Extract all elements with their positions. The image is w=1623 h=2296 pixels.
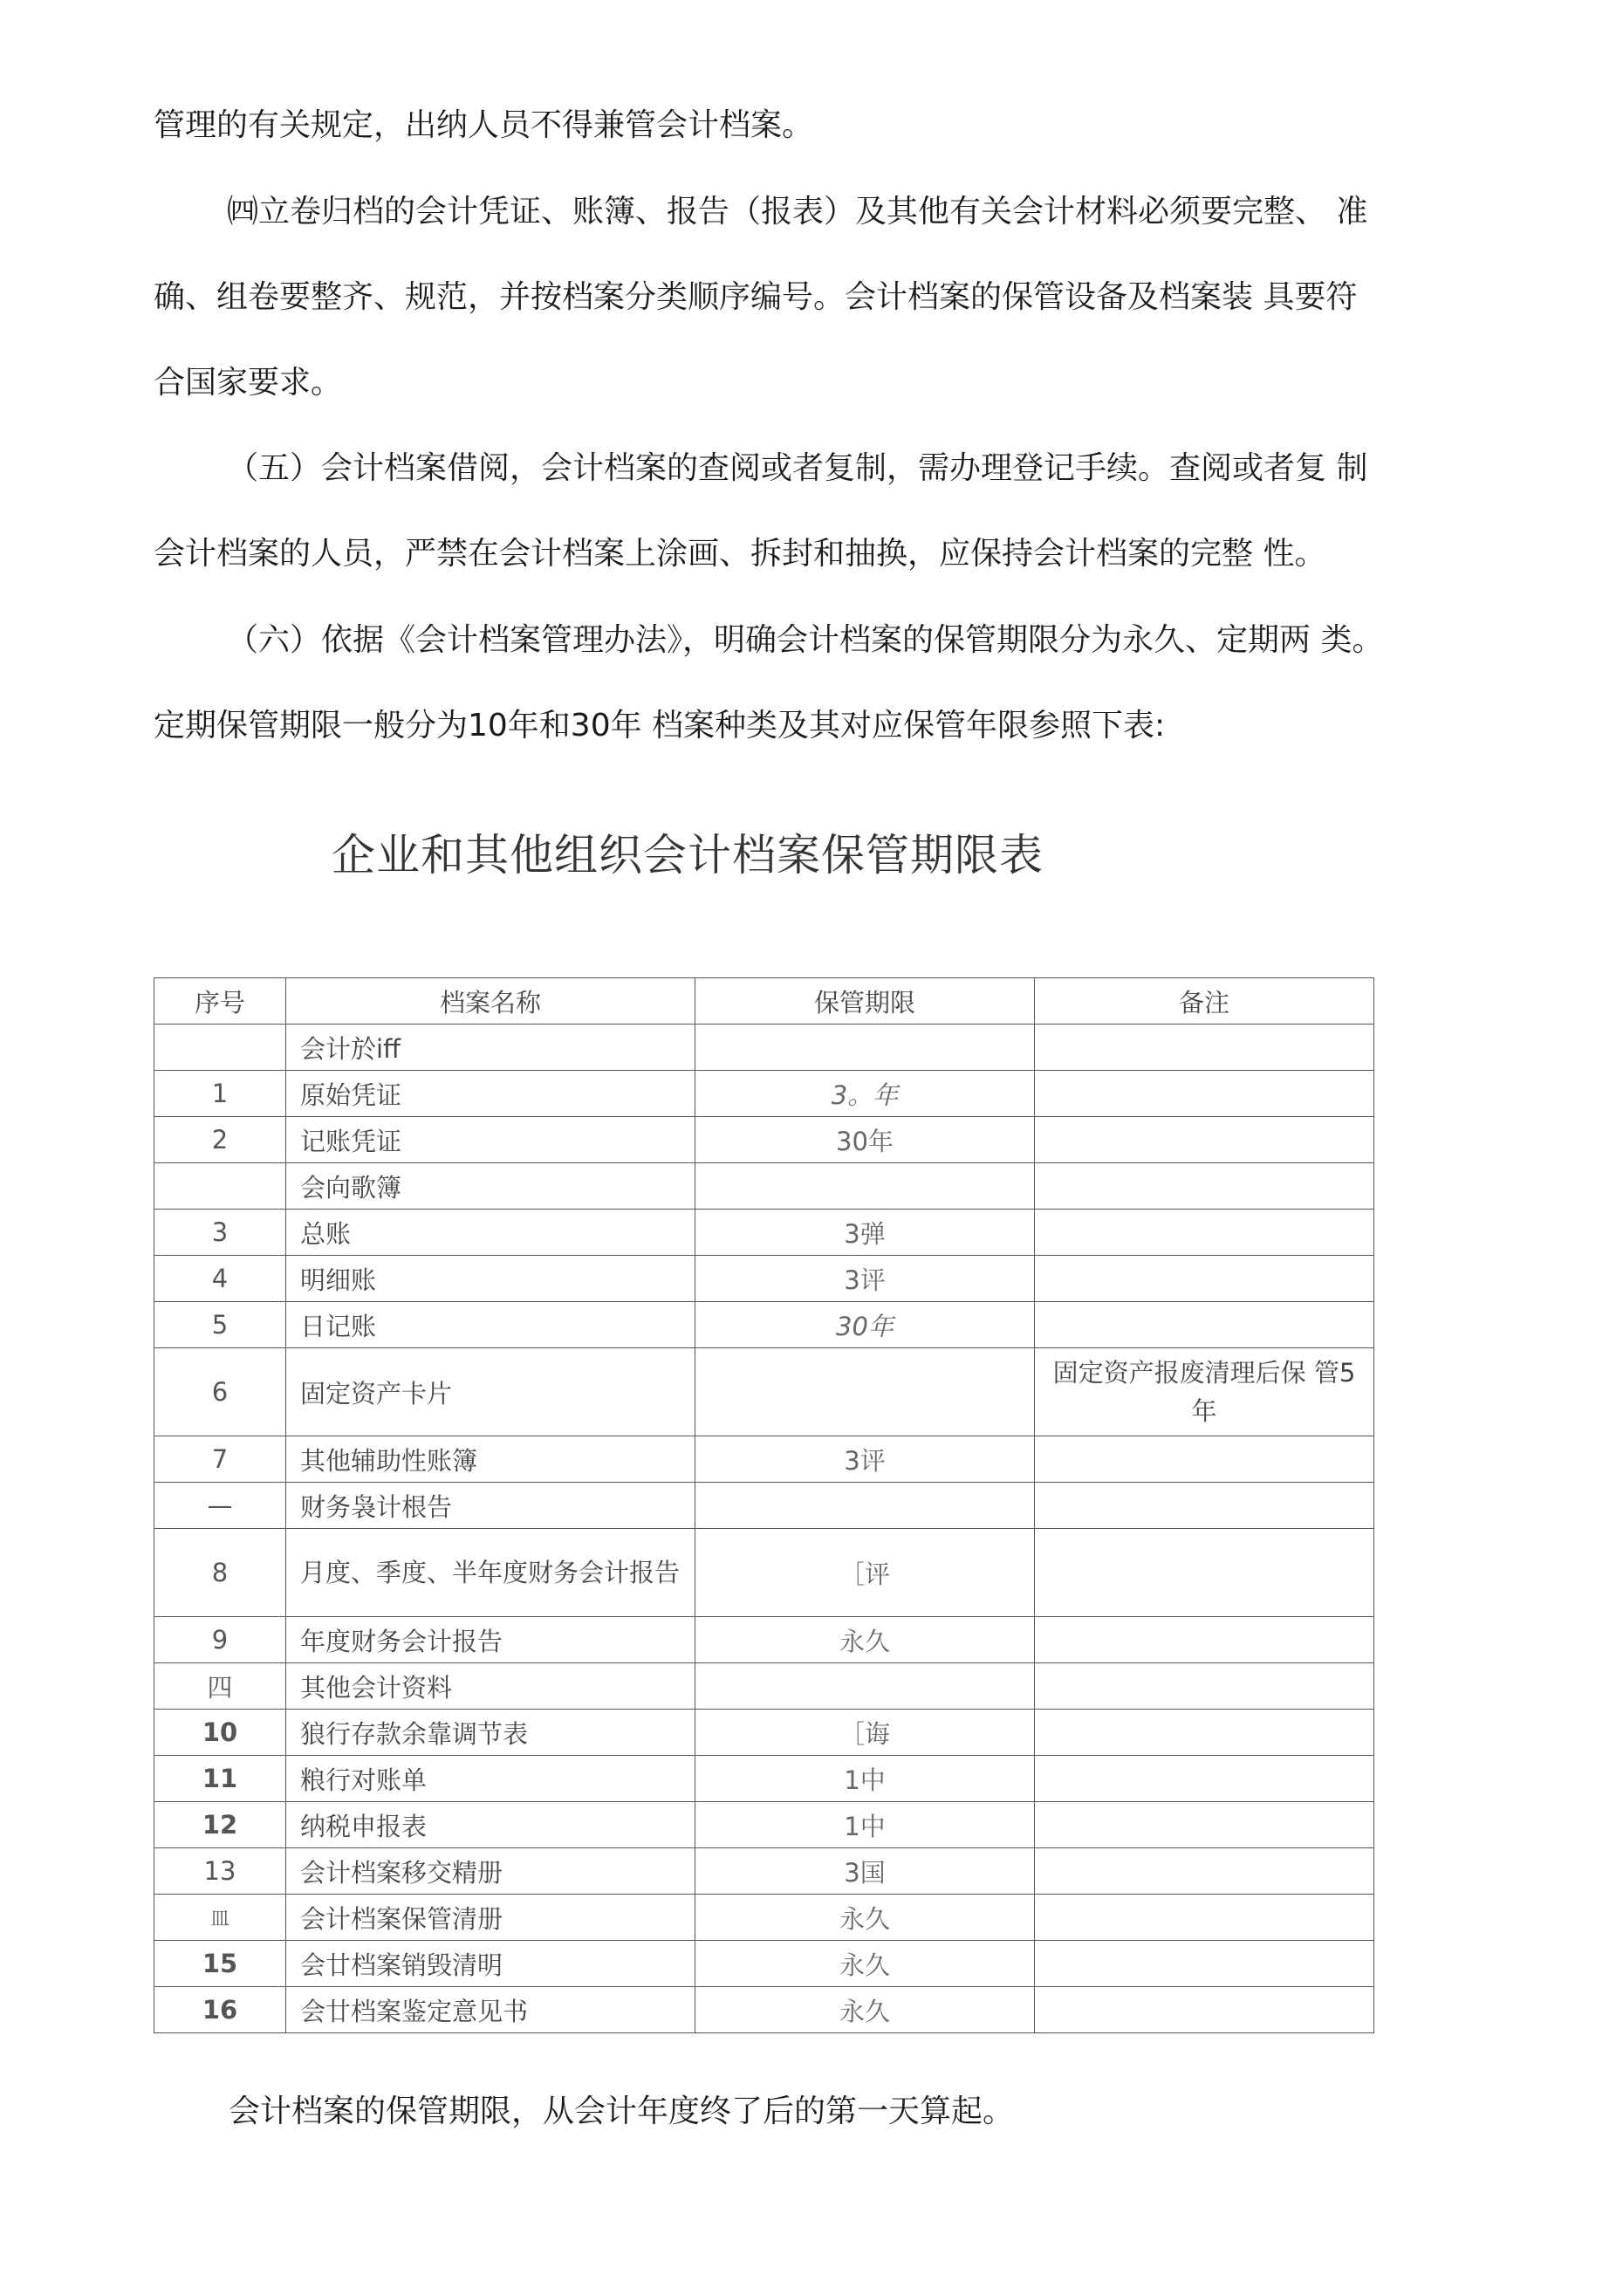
cell-name: 狼行存款余靠调节表 <box>286 1710 695 1756</box>
cell-period: 永久 <box>695 1987 1035 2033</box>
cell-name: 会计档案移交精册 <box>286 1848 695 1895</box>
cell-period: 3评 <box>695 1436 1035 1483</box>
cell-name: 日记账 <box>286 1302 695 1348</box>
cell-note <box>1035 1941 1374 1987</box>
cell-no: 9 <box>154 1617 286 1663</box>
cell-name: 财务袅计根告 <box>286 1483 695 1529</box>
table-title: 企业和其他组织会计档案保管期限表 <box>332 830 1044 881</box>
cell-period <box>695 1663 1035 1710</box>
cell-note: 固定资产报废清理后保 管5年 <box>1035 1348 1374 1436</box>
cell-no: 1 <box>154 1071 286 1117</box>
table-row <box>154 1348 1374 1436</box>
cell-note <box>1035 1117 1374 1163</box>
cell-note <box>1035 1071 1374 1117</box>
cell-name: 总账 <box>286 1210 695 1256</box>
table-row <box>154 1710 1374 1756</box>
table-row <box>154 1117 1374 1163</box>
cell-note <box>1035 1895 1374 1941</box>
table-row <box>154 1436 1374 1483</box>
cell-note <box>1035 1483 1374 1529</box>
cell-note <box>1035 1256 1374 1302</box>
cell-name: 年度财务会计报告 <box>286 1617 695 1663</box>
table-row <box>154 1210 1374 1256</box>
cell-no <box>154 1163 286 1210</box>
table-row <box>154 1941 1374 1987</box>
header-name: 档案名称 <box>286 978 695 1025</box>
cell-note <box>1035 1529 1374 1617</box>
cell-name: 会廿档案鉴定意见书 <box>286 1987 695 2033</box>
cell-no: 6 <box>154 1348 286 1436</box>
table-row <box>154 1617 1374 1663</box>
table-row <box>154 1025 1374 1071</box>
table-row <box>154 1987 1374 2033</box>
paragraph-4 <box>154 169 1532 426</box>
cell-note <box>1035 1710 1374 1756</box>
cell-no: 8 <box>154 1529 286 1617</box>
cell-period: ［评 <box>695 1529 1035 1617</box>
cell-period: 永久 <box>695 1895 1035 1941</box>
cell-name: 明细账 <box>286 1256 695 1302</box>
cell-note <box>1035 1210 1374 1256</box>
table-row <box>154 1663 1374 1710</box>
paragraph-line: （六）依据《会计档案管理办法》，明确会计档案的保管期限分为永久、定期两 类。 <box>227 622 1384 658</box>
paragraph-line: 确、组卷要整齐、规范，并按档案分类顺序编号。会计档案的保管设备及档案装 具要符 <box>154 279 1358 315</box>
table-row <box>154 1895 1374 1941</box>
cell-period: 30年 <box>695 1302 1035 1348</box>
cell-period: 3弹 <box>695 1210 1035 1256</box>
paragraph-5 <box>154 426 1532 597</box>
table-row <box>154 1302 1374 1348</box>
cell-name: 原始凭证 <box>286 1071 695 1117</box>
cell-no: 4 <box>154 1256 286 1302</box>
cell-period: 3国 <box>695 1848 1035 1895</box>
cell-period: ［诲 <box>695 1710 1035 1756</box>
table-row <box>154 1756 1374 1802</box>
cell-name: 会向歌簿 <box>286 1163 695 1210</box>
cell-period: 3。年 <box>695 1071 1035 1117</box>
paragraph-1 <box>154 83 1532 168</box>
cell-name: 纳税申报表 <box>286 1802 695 1848</box>
header-note: 备注 <box>1035 978 1374 1025</box>
cell-no <box>154 1025 286 1071</box>
cell-period: 永久 <box>695 1941 1035 1987</box>
cell-no: 16 <box>154 1987 286 2033</box>
table-row <box>154 1071 1374 1117</box>
cell-period: 30年 <box>695 1117 1035 1163</box>
cell-name: 会廿档案销毁清明 <box>286 1941 695 1987</box>
table-row <box>154 1529 1374 1617</box>
cell-period <box>695 1348 1035 1436</box>
cell-no: 四 <box>154 1663 286 1710</box>
cell-no: 12 <box>154 1802 286 1848</box>
table-header-row <box>154 978 1374 1025</box>
table-row <box>154 1483 1374 1529</box>
paragraph-line: 会计档案的人员，严禁在会计档案上涂画、拆封和抽换，应保持会计档案的完整 性。 <box>154 536 1326 572</box>
table-row <box>154 1256 1374 1302</box>
paragraph-line: 合国家要求。 <box>154 365 343 401</box>
header-period: 保管期限 <box>695 978 1035 1025</box>
cell-name: 月度、季度、半年度财务会计报告 <box>286 1529 695 1617</box>
cell-no: 3 <box>154 1210 286 1256</box>
cell-no: 皿 <box>154 1895 286 1941</box>
cell-name: 其他会计资料 <box>286 1663 695 1710</box>
cell-no: 2 <box>154 1117 286 1163</box>
retention-table <box>154 977 1374 2033</box>
cell-note <box>1035 1163 1374 1210</box>
cell-no: 13 <box>154 1848 286 1895</box>
table-row <box>154 1802 1374 1848</box>
cell-note <box>1035 1756 1374 1802</box>
cell-name: 固定资产卡片 <box>286 1348 695 1436</box>
table-row <box>154 1848 1374 1895</box>
cell-no: 10 <box>154 1710 286 1756</box>
header-no: 序号 <box>154 978 286 1025</box>
cell-name: 记账凭证 <box>286 1117 695 1163</box>
cell-note <box>1035 1436 1374 1483</box>
cell-period <box>695 1483 1035 1529</box>
paragraph-line: ㈣立卷归档的会计凭证、账簿、报告（报表）及其他有关会计材料必须要完整、 准 <box>227 194 1368 230</box>
cell-no: 7 <box>154 1436 286 1483</box>
paragraph-line: （五）会计档案借阅，会计档案的查阅或者复制，需办理登记手续。查阅或者复 制 <box>227 450 1368 486</box>
cell-no: — <box>154 1483 286 1529</box>
cell-no: 15 <box>154 1941 286 1987</box>
cell-name: 其他辅助性账簿 <box>286 1436 695 1483</box>
cell-note <box>1035 1987 1374 2033</box>
cell-no: 5 <box>154 1302 286 1348</box>
cell-period <box>695 1163 1035 1210</box>
paragraph-6 <box>154 598 1532 769</box>
footer-note: 会计档案的保管期限，从会计年度终了后的第一天算起。 <box>229 2094 1015 2129</box>
cell-no: 11 <box>154 1756 286 1802</box>
paragraph-line: 定期保管期限一般分为10年和30年 档案种类及其对应保管年限参照下表: <box>154 708 1166 744</box>
cell-period: 1中 <box>695 1802 1035 1848</box>
cell-name: 粮行对账单 <box>286 1756 695 1802</box>
cell-note <box>1035 1663 1374 1710</box>
cell-period <box>695 1025 1035 1071</box>
cell-period: 永久 <box>695 1617 1035 1663</box>
cell-period: 3评 <box>695 1256 1035 1302</box>
paragraph-line: 管理的有关规定，出纳人员不得兼管会计档案。 <box>154 107 814 143</box>
cell-note <box>1035 1802 1374 1848</box>
cell-note <box>1035 1025 1374 1071</box>
cell-note <box>1035 1848 1374 1895</box>
cell-name: 会计档案保管清册 <box>286 1895 695 1941</box>
table-row <box>154 1163 1374 1210</box>
cell-note <box>1035 1617 1374 1663</box>
cell-period: 1中 <box>695 1756 1035 1802</box>
cell-name: 会计於iff <box>286 1025 695 1071</box>
cell-note <box>1035 1302 1374 1348</box>
